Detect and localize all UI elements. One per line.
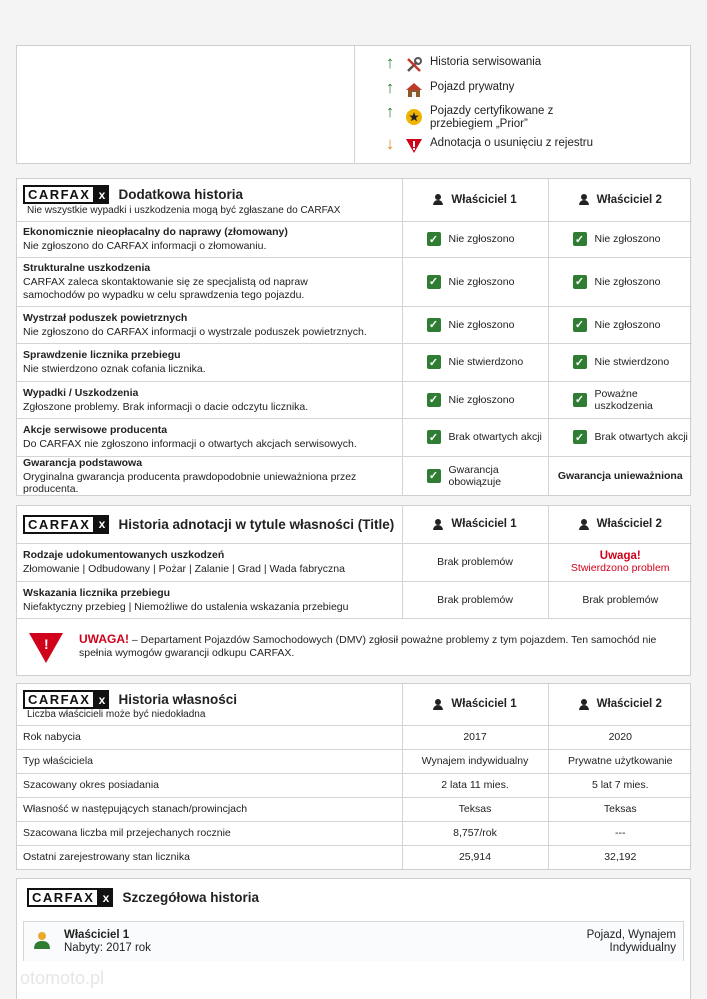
row-title: Gwarancja podstawowa <box>23 456 143 469</box>
table-row <box>17 381 692 418</box>
row-title: Wypadki / Uszkodzenia <box>23 386 139 399</box>
watermark: otomoto.pl <box>20 968 105 988</box>
dmv-warning <box>17 619 690 675</box>
owner-card <box>23 921 684 961</box>
status-text: Nie stwierdzono <box>594 356 670 368</box>
owner-2-value: 32,192 <box>548 845 692 869</box>
detailed-history-section <box>16 878 691 999</box>
check-icon: ✓ <box>573 275 587 289</box>
row-title: Ekonomicznie nieopłacalny do naprawy (złomowany) <box>23 226 288 238</box>
row-desc: Zgłoszone problemy. Brak informacji o dacie odczytu licznika. <box>23 400 309 413</box>
house-icon <box>404 81 424 99</box>
section-title: Historia adnotacji w tytule własności (Title) <box>118 516 395 532</box>
status-text: Gwarancja unieważniona <box>548 456 692 495</box>
row-title: Akcje serwisowe producenta <box>23 424 168 436</box>
check-icon: ✓ <box>427 275 441 289</box>
legend-panel <box>16 45 691 164</box>
check-icon: ✓ <box>427 318 441 332</box>
row-label: Typ właściciela <box>17 749 402 773</box>
person-icon <box>433 194 443 205</box>
star-badge-icon <box>404 108 424 126</box>
table-row <box>17 221 692 257</box>
legend-item-service <box>380 53 542 74</box>
row-desc: Oryginalna gwarancja producenta prawdopodobnie unieważniona przez producenta. <box>23 470 357 495</box>
owner-2-value: 5 lat 7 mies. <box>548 773 692 797</box>
owner-2-value: Prywatne użytkowanie <box>548 749 692 773</box>
status-text: Brak problemów <box>548 581 692 618</box>
owner-2-header: Właściciel 2 <box>549 518 693 530</box>
status-text: Brak problemów <box>402 581 548 618</box>
status-text: Nie stwierdzono <box>448 356 524 368</box>
table-row <box>17 725 692 749</box>
row-title: Strukturalne uszkodzenia <box>23 261 151 274</box>
additional-history-section <box>16 178 691 496</box>
warning-triangle-icon: ! <box>29 633 63 663</box>
table-row <box>17 797 692 821</box>
owner-2-header: Właściciel 2 <box>549 194 693 206</box>
row-label: Szacowana liczba mil przejechanych rocznie <box>17 821 402 845</box>
owner-1-value: 25,914 <box>402 845 548 869</box>
row-title: Wskazania licznika przebiegu <box>23 586 171 599</box>
wrench-screwdriver-icon <box>404 56 424 74</box>
table-row <box>17 845 692 869</box>
ownership-history-section <box>16 683 691 870</box>
carfax-logo: CARFAX x <box>23 690 109 709</box>
check-icon: ✓ <box>573 430 587 444</box>
table-row <box>17 257 692 306</box>
row-desc: Złomowanie | Odbudowany | Pożar | Zalanie | Grad | Wada fabryczna <box>23 563 345 575</box>
row-desc: Niefaktyczny przebieg | Niemożliwe do ustalenia wskazania przebiegu <box>23 600 349 613</box>
status-text: Nie zgłoszono <box>448 318 515 331</box>
row-label: Rok nabycia <box>17 725 402 749</box>
status-text: Poważne uszkodzenia <box>594 387 653 412</box>
table-row <box>17 749 692 773</box>
legend-item-private <box>380 78 515 99</box>
owner-label: Właściciel 1 <box>64 929 130 941</box>
table-row <box>17 418 692 456</box>
person-icon <box>433 699 443 710</box>
legend-label: Pojazd prywatny <box>430 81 515 93</box>
warning-sub: Stwierdzono problem <box>570 562 670 574</box>
legend-divider <box>354 46 355 163</box>
status-text: Nie zgłoszono <box>594 233 661 245</box>
arrow-down-icon: ↓ <box>385 134 395 153</box>
status-text: Nie zgłoszono <box>448 275 515 288</box>
owner-1-header: Właściciel 1 <box>403 194 548 206</box>
row-title: Sprawdzenie licznika przebiegu <box>23 349 181 361</box>
owner-1-value: Wynajem indywidualny <box>402 749 548 773</box>
owner-avatar-icon <box>34 931 50 954</box>
section-title: Dodatkowa historia <box>118 187 243 203</box>
table-row <box>17 821 692 845</box>
row-desc: Do CARFAX nie zgłoszono informacji o otwartych akcjach serwisowych. <box>23 438 357 450</box>
person-icon <box>433 519 443 530</box>
owner-1-value: Teksas <box>402 797 548 821</box>
arrow-up-icon: ↑ <box>385 102 395 121</box>
status-text: Nie zgłoszono <box>594 318 661 331</box>
person-icon <box>579 699 589 710</box>
check-icon: ✓ <box>573 318 587 332</box>
owner-2-value: --- <box>548 821 692 845</box>
owner-1-header: Właściciel 1 <box>403 698 548 710</box>
table-row <box>17 306 692 343</box>
status-text: Brak otwartych akcji <box>594 431 688 443</box>
carfax-logo: CARFAX x <box>23 515 109 534</box>
owner-type: Pojazd, Wynajem <box>586 929 676 941</box>
owner-1-header: Właściciel 1 <box>403 518 548 530</box>
warning-head: UWAGA! <box>79 631 129 646</box>
person-icon <box>579 519 589 530</box>
owner-1-value: 8,757/rok <box>402 821 548 845</box>
check-icon: ✓ <box>427 469 441 483</box>
row-label: Ostatni zarejestrowany stan licznika <box>23 851 190 864</box>
arrow-up-icon: ↑ <box>385 78 395 97</box>
status-text: Nie zgłoszono <box>448 233 515 245</box>
row-desc: Nie zgłoszono do CARFAX informacji o złomowaniu. <box>23 240 267 252</box>
owner-type-line2: Indywidualny <box>609 942 676 954</box>
check-icon: ✓ <box>573 393 587 407</box>
status-text: Nie zgłoszono <box>594 275 661 288</box>
table-row <box>17 456 692 495</box>
section-subtitle: Liczba właścicieli może być niedokładna <box>27 709 206 721</box>
warning-text: – Departament Pojazdów Samochodowych (DMV) zgłosił poważne problemy z tym pojazdem. Ten samochód nie spełnia wymogów gwarancji odkupu CARFAX. <box>79 633 657 659</box>
legend-item-certified <box>380 102 615 131</box>
status-text: Nie zgłoszono <box>448 393 515 406</box>
status-text: Gwarancja obowiązuje <box>448 463 502 488</box>
check-icon: ✓ <box>427 232 441 246</box>
owner-2-header: Właściciel 2 <box>549 698 693 710</box>
person-icon <box>579 194 589 205</box>
check-icon: ✓ <box>427 430 441 444</box>
owner-1-value: 2 lata 11 mies. <box>402 773 548 797</box>
status-text: Brak otwartych akcji <box>448 431 542 443</box>
check-icon: ✓ <box>573 355 587 369</box>
title-history-section <box>16 505 691 676</box>
row-desc: CARFAX zaleca skontaktowanie się ze specjalistą od napraw samochodów po wypadku w celu sprawdzenia tego pojazdu. <box>23 275 308 301</box>
section-title: Historia własności <box>118 692 237 708</box>
owner-2-value: Teksas <box>548 797 692 821</box>
row-title: Wystrzał poduszek powietrznych <box>23 311 188 324</box>
row-desc: Nie stwierdzono oznak cofania licznika. <box>23 363 206 375</box>
legend-item-deregistered <box>380 134 594 155</box>
carfax-logo: CARFAX x <box>23 185 109 204</box>
check-icon: ✓ <box>427 355 441 369</box>
legend-label: Historia serwisowania <box>430 56 542 68</box>
legend-label: Pojazdy certyfikowane z przebiegiem „Prior” <box>430 105 554 130</box>
check-icon: ✓ <box>573 232 587 246</box>
table-row <box>17 343 692 381</box>
status-text: Brak problemów <box>402 543 548 581</box>
section-subtitle: Nie wszystkie wypadki i uszkodzenia mogą być zgłaszane do CARFAX <box>27 205 341 217</box>
row-label: Własność w następujących stanach/prowincjach <box>17 797 402 821</box>
owner-2-value: 2020 <box>548 725 692 749</box>
table-row <box>17 581 692 618</box>
warning-triangle-icon <box>404 137 424 155</box>
table-row <box>17 543 692 581</box>
arrow-up-icon: ↑ <box>385 53 395 72</box>
carfax-logo: CARFAX x <box>27 888 113 907</box>
owner-1-value: 2017 <box>402 725 548 749</box>
row-desc: Nie zgłoszono do CARFAX informacji o wystrzale poduszek powietrznych. <box>23 325 367 338</box>
legend-label: Adnotacja o usunięciu z rejestru <box>430 137 594 149</box>
row-title: Rodzaje udokumentowanych uszkodzeń <box>23 549 225 561</box>
owner-acquired: Nabyty: 2017 rok <box>64 942 151 954</box>
table-row <box>17 773 692 797</box>
section-title: Szczegółowa historia <box>122 890 259 905</box>
row-label: Szacowany okres posiadania <box>17 773 402 797</box>
warning-head: Uwaga! <box>599 550 641 562</box>
check-icon: ✓ <box>427 393 441 407</box>
